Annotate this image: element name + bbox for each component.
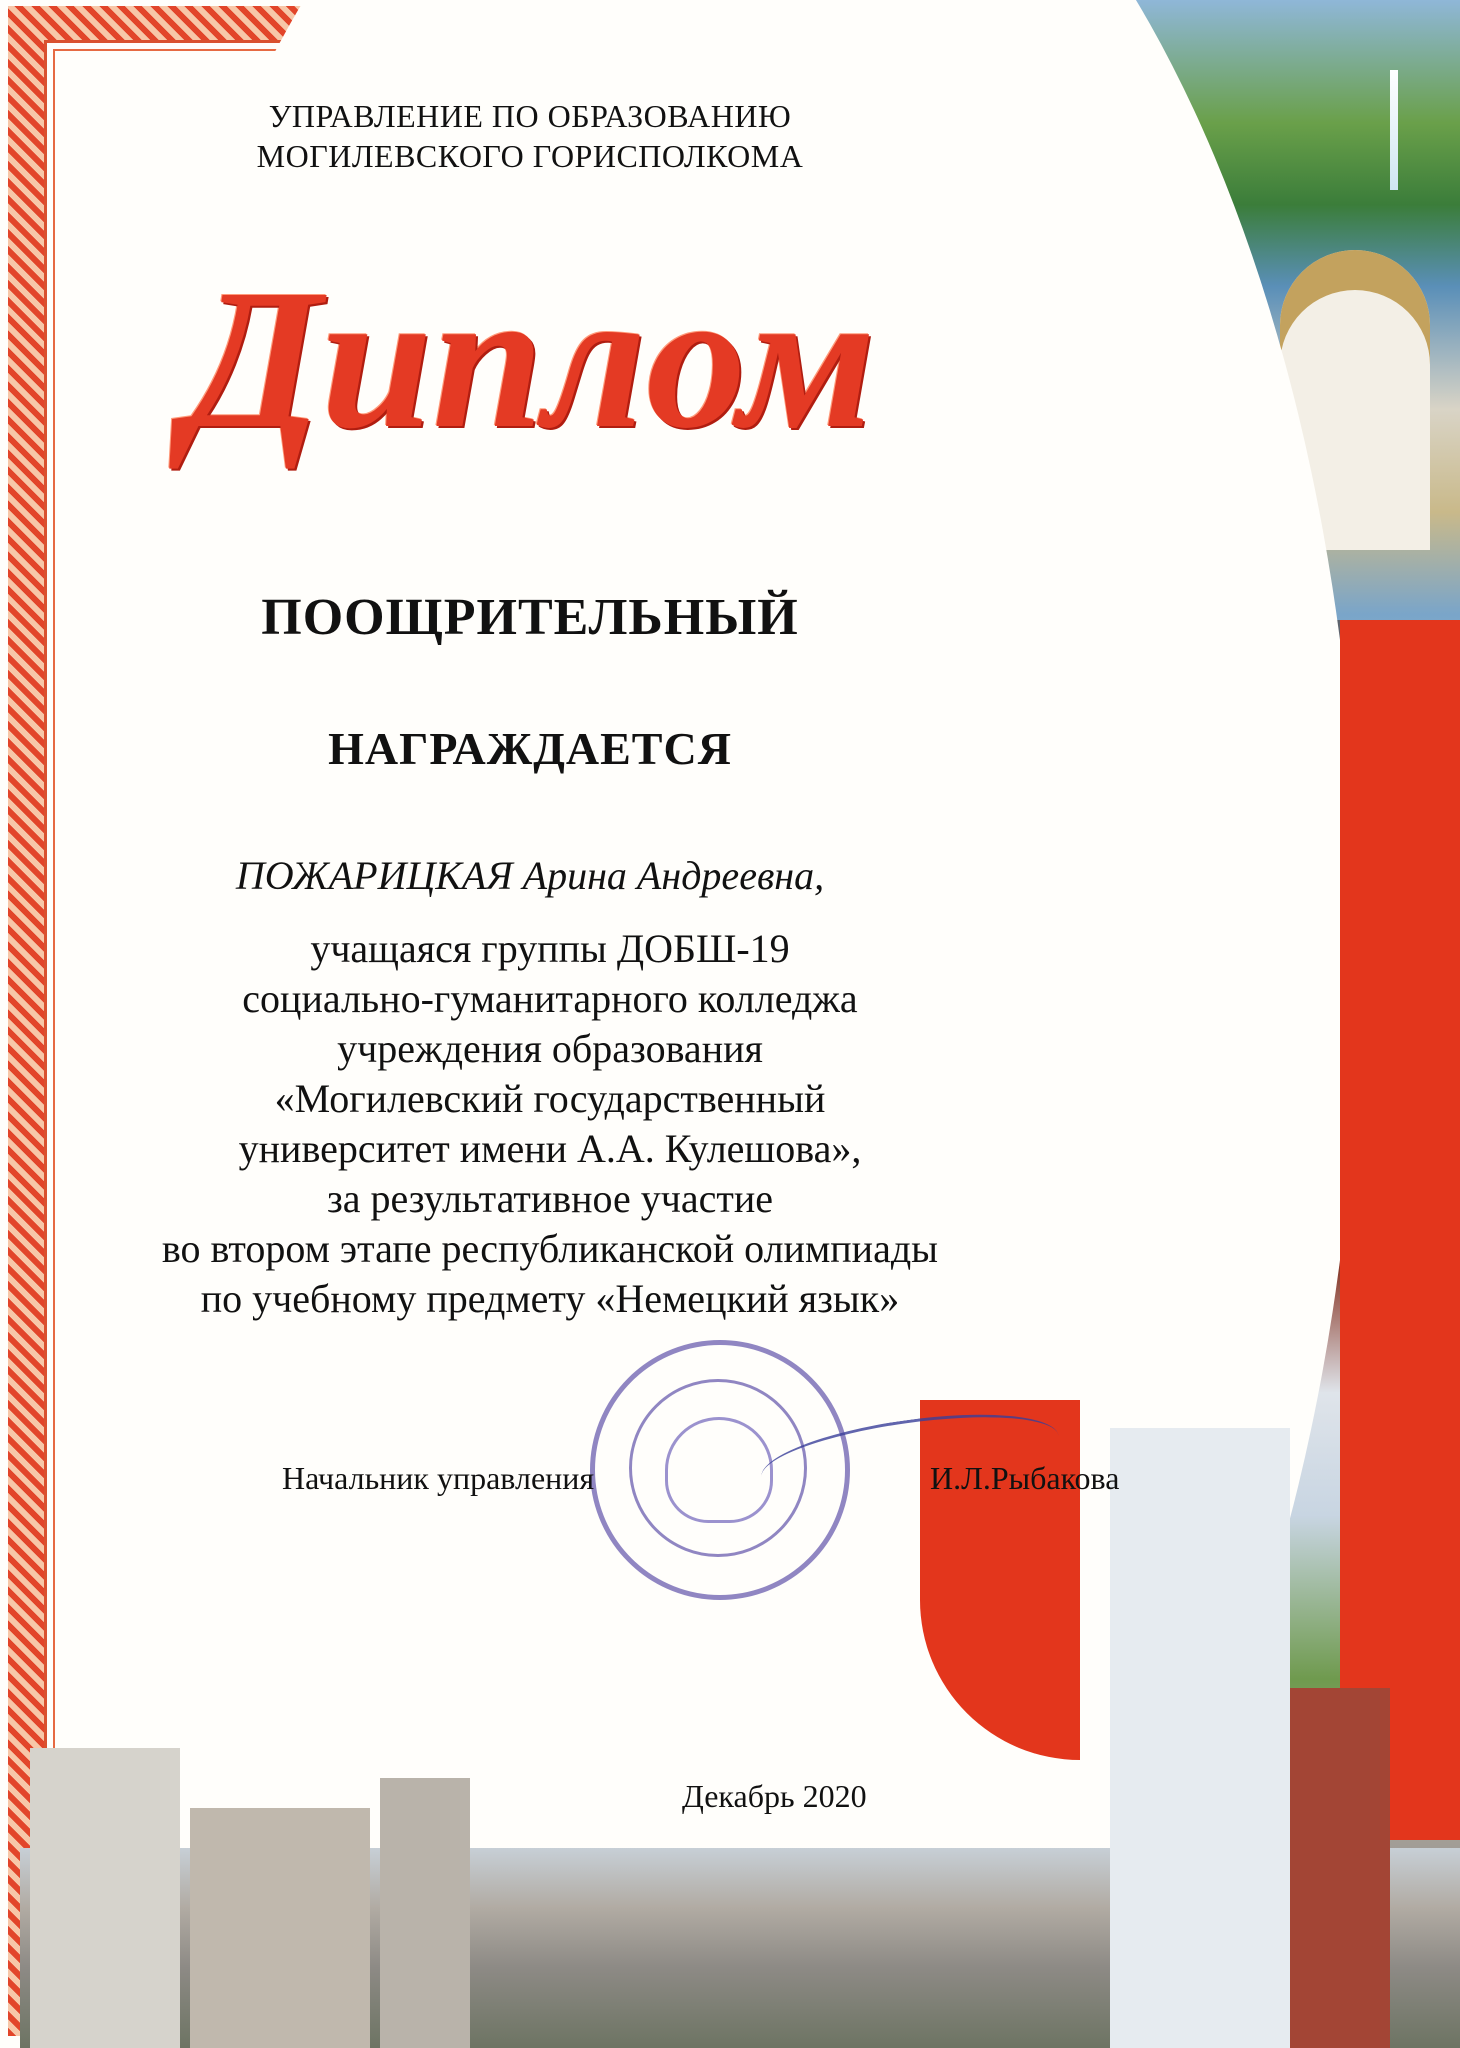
fountain-photo — [1390, 70, 1398, 190]
issue-date: Декабрь 2020 — [682, 1778, 867, 1814]
signatory-title: Начальник управления — [282, 1460, 595, 1496]
awarded-label: НАГРАЖДАЕТСЯ — [328, 723, 732, 774]
description-line: за результативное участие — [326, 1176, 774, 1221]
building-photo — [190, 1808, 370, 2048]
description-line: по учебному предмету «Немецкий язык» — [200, 1276, 900, 1321]
red-accent-band — [1340, 620, 1460, 1840]
recipient-name: ПОЖАРИЦКАЯ Арина Андреевна, — [235, 853, 825, 898]
description-line: учащаяся группы ДОБШ-19 — [310, 926, 790, 971]
issuing-authority — [0, 96, 1260, 176]
state-emblem-icon — [665, 1417, 773, 1523]
certificate-subtitle: ПООЩРИТЕЛЬНЫЙ — [261, 589, 799, 646]
description-line: социально-гуманитарного колледжа — [242, 976, 858, 1021]
award-description — [0, 924, 1280, 1324]
signatory-name: И.Л.Рыбакова — [930, 1460, 1120, 1496]
description-line: во втором этапе республиканской олимпиады — [161, 1226, 939, 1271]
authority-line: МОГИЛЕВСКОГО ГОРИСПОЛКОМА — [256, 138, 804, 174]
description-line: «Могилевский государственный — [274, 1076, 826, 1121]
authority-line: УПРАВЛЕНИЕ ПО ОБРАЗОВАНИЮ — [268, 98, 792, 134]
building-photo — [380, 1778, 470, 2048]
description-line: университет имени А.А. Кулешова», — [238, 1126, 862, 1171]
office-tower-photo — [1110, 1428, 1290, 2048]
certificate-title: Диплом — [184, 249, 876, 470]
description-line: учреждения образования — [337, 1026, 763, 1071]
building-photo — [30, 1748, 180, 2048]
